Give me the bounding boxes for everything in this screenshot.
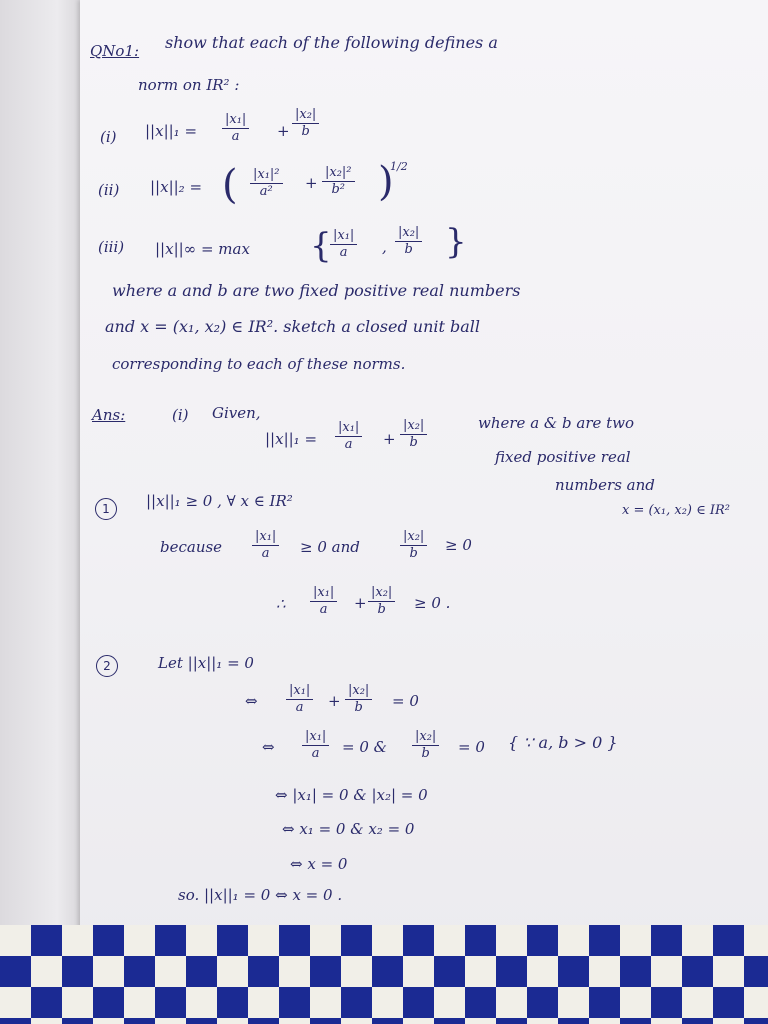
step-2-l2-mid: = 0 & [342, 738, 387, 756]
item-ii-open-paren: ( [222, 162, 238, 208]
answer-norm-lhs: ||x||₁ = [265, 430, 318, 448]
item-iii-close-brace: } [445, 222, 467, 262]
item-ii-lhs: ||x||₂ = [150, 178, 203, 196]
item-iii-comma: , [382, 238, 387, 256]
answer-fraction-2: $\frac{\text{|x₂|}}{b}$ [400, 419, 427, 450]
item-iii-open-brace: { [310, 226, 332, 266]
where-line-2: and x = (x₁, x₂) ∈ IR². sketch a closed unit ball [105, 317, 481, 336]
step-1-therefore: ∴ [276, 595, 286, 613]
answer-label: Ans: [92, 406, 126, 424]
checkered-cloth [0, 925, 768, 1024]
step-2-l1-eq: = 0 [392, 692, 419, 710]
where-line-1: where a and b are two fixed positive real numbers [112, 281, 521, 300]
step-1-sum-ge: ≥ 0 . [414, 594, 451, 612]
answer-given: Given, [212, 404, 261, 422]
answer-note-1: where a & b are two [478, 414, 635, 432]
item-ii-fraction-2: $\frac{\text{|x₂|²}}{\text{b²}}$ [322, 166, 355, 197]
step-2-l5: ⇔ x = 0 [290, 855, 348, 873]
notebook-page [80, 0, 768, 952]
left-page [0, 0, 83, 935]
step-1-ge-1: ≥ 0 and [300, 538, 360, 556]
step-2-l4: ⇔ x₁ = 0 & x₂ = 0 [282, 820, 415, 838]
answer-note-2: fixed positive real [495, 448, 631, 466]
item-i-lhs: ||x||₁ = [145, 122, 198, 140]
item-i-fraction-1: $\frac{\text{|x₁|}}{a}$ [222, 113, 249, 144]
step-2-so: so. ||x||₁ = 0 ⇔ x = 0 . [178, 886, 343, 904]
step-2-l1-arrow: ⇔ [245, 692, 258, 710]
step-2-l2-arrow: ⇔ [262, 738, 275, 756]
step-1-sum-fraction-1: $\frac{\text{|x₁|}}{a}$ [310, 586, 337, 617]
step-2-l1-fraction-2: $\frac{\text{|x₂|}}{b}$ [345, 684, 372, 715]
step-1-sum-plus: + [354, 594, 367, 612]
answer-note-4: x = (x₁, x₂) ∈ IR² [622, 503, 731, 518]
step-1-ge-2: ≥ 0 [445, 536, 472, 554]
item-i-fraction-2: $\frac{\text{|x₂|}}{b}$ [292, 108, 319, 139]
step-1-fraction-2: $\frac{\text{|x₂|}}{b}$ [400, 530, 427, 561]
item-iii-label: (iii) [98, 238, 125, 256]
step-2-l2-end: = 0 [458, 738, 485, 756]
item-ii-close-paren: ) [378, 159, 394, 205]
step-2-l1-fraction-1: $\frac{\text{|x₁|}}{a}$ [286, 684, 313, 715]
step-2-let: Let ||x||₁ = 0 [158, 654, 254, 672]
step-1-circle: 1 [95, 498, 117, 520]
answer-part: (i) [172, 406, 189, 424]
step-2-l2-note: { ∵ a, b > 0 } [508, 733, 618, 752]
item-ii-exponent: 1/2 [390, 160, 408, 173]
item-iii-fraction-1: $\frac{\text{|x₁|}}{a}$ [330, 229, 357, 260]
question-line-2: norm on IR² : [138, 76, 240, 94]
step-2-l2-fraction-1: $\frac{\text{|x₁|}}{a}$ [302, 730, 329, 761]
item-ii-plus: + [305, 174, 318, 192]
step-2-l1-plus: + [328, 692, 341, 710]
answer-note-3: numbers and [555, 476, 655, 494]
item-iii-lhs: ||x||∞ = max [155, 240, 250, 258]
question-line-1: show that each of the following defines a [165, 33, 498, 52]
where-line-3: corresponding to each of these norms. [112, 355, 406, 373]
item-ii-fraction-1: $\frac{\text{|x₁|²}}{\text{a²}}$ [250, 168, 283, 199]
step-2-circle: 2 [96, 655, 118, 677]
item-i-label: (i) [100, 128, 117, 146]
step-2-l2-fraction-2: $\frac{\text{|x₂|}}{b}$ [412, 730, 439, 761]
step-1-sum-fraction-2: $\frac{\text{|x₂|}}{b}$ [368, 586, 395, 617]
item-i-plus: + [277, 122, 290, 140]
step-1-fraction-1: $\frac{\text{|x₁|}}{a}$ [252, 530, 279, 561]
answer-plus: + [383, 430, 396, 448]
step-2-l3: ⇔ |x₁| = 0 & |x₂| = 0 [275, 786, 428, 804]
step-1-line: ||x||₁ ≥ 0 , ∀ x ∈ IR² [146, 492, 293, 510]
item-ii-label: (ii) [98, 181, 120, 199]
answer-fraction-1: $\frac{\text{|x₁|}}{a}$ [335, 421, 362, 452]
step-1-because: because [160, 538, 223, 556]
question-label: QNo1: [90, 42, 140, 60]
item-iii-fraction-2: $\frac{\text{|x₂|}}{b}$ [395, 226, 422, 257]
